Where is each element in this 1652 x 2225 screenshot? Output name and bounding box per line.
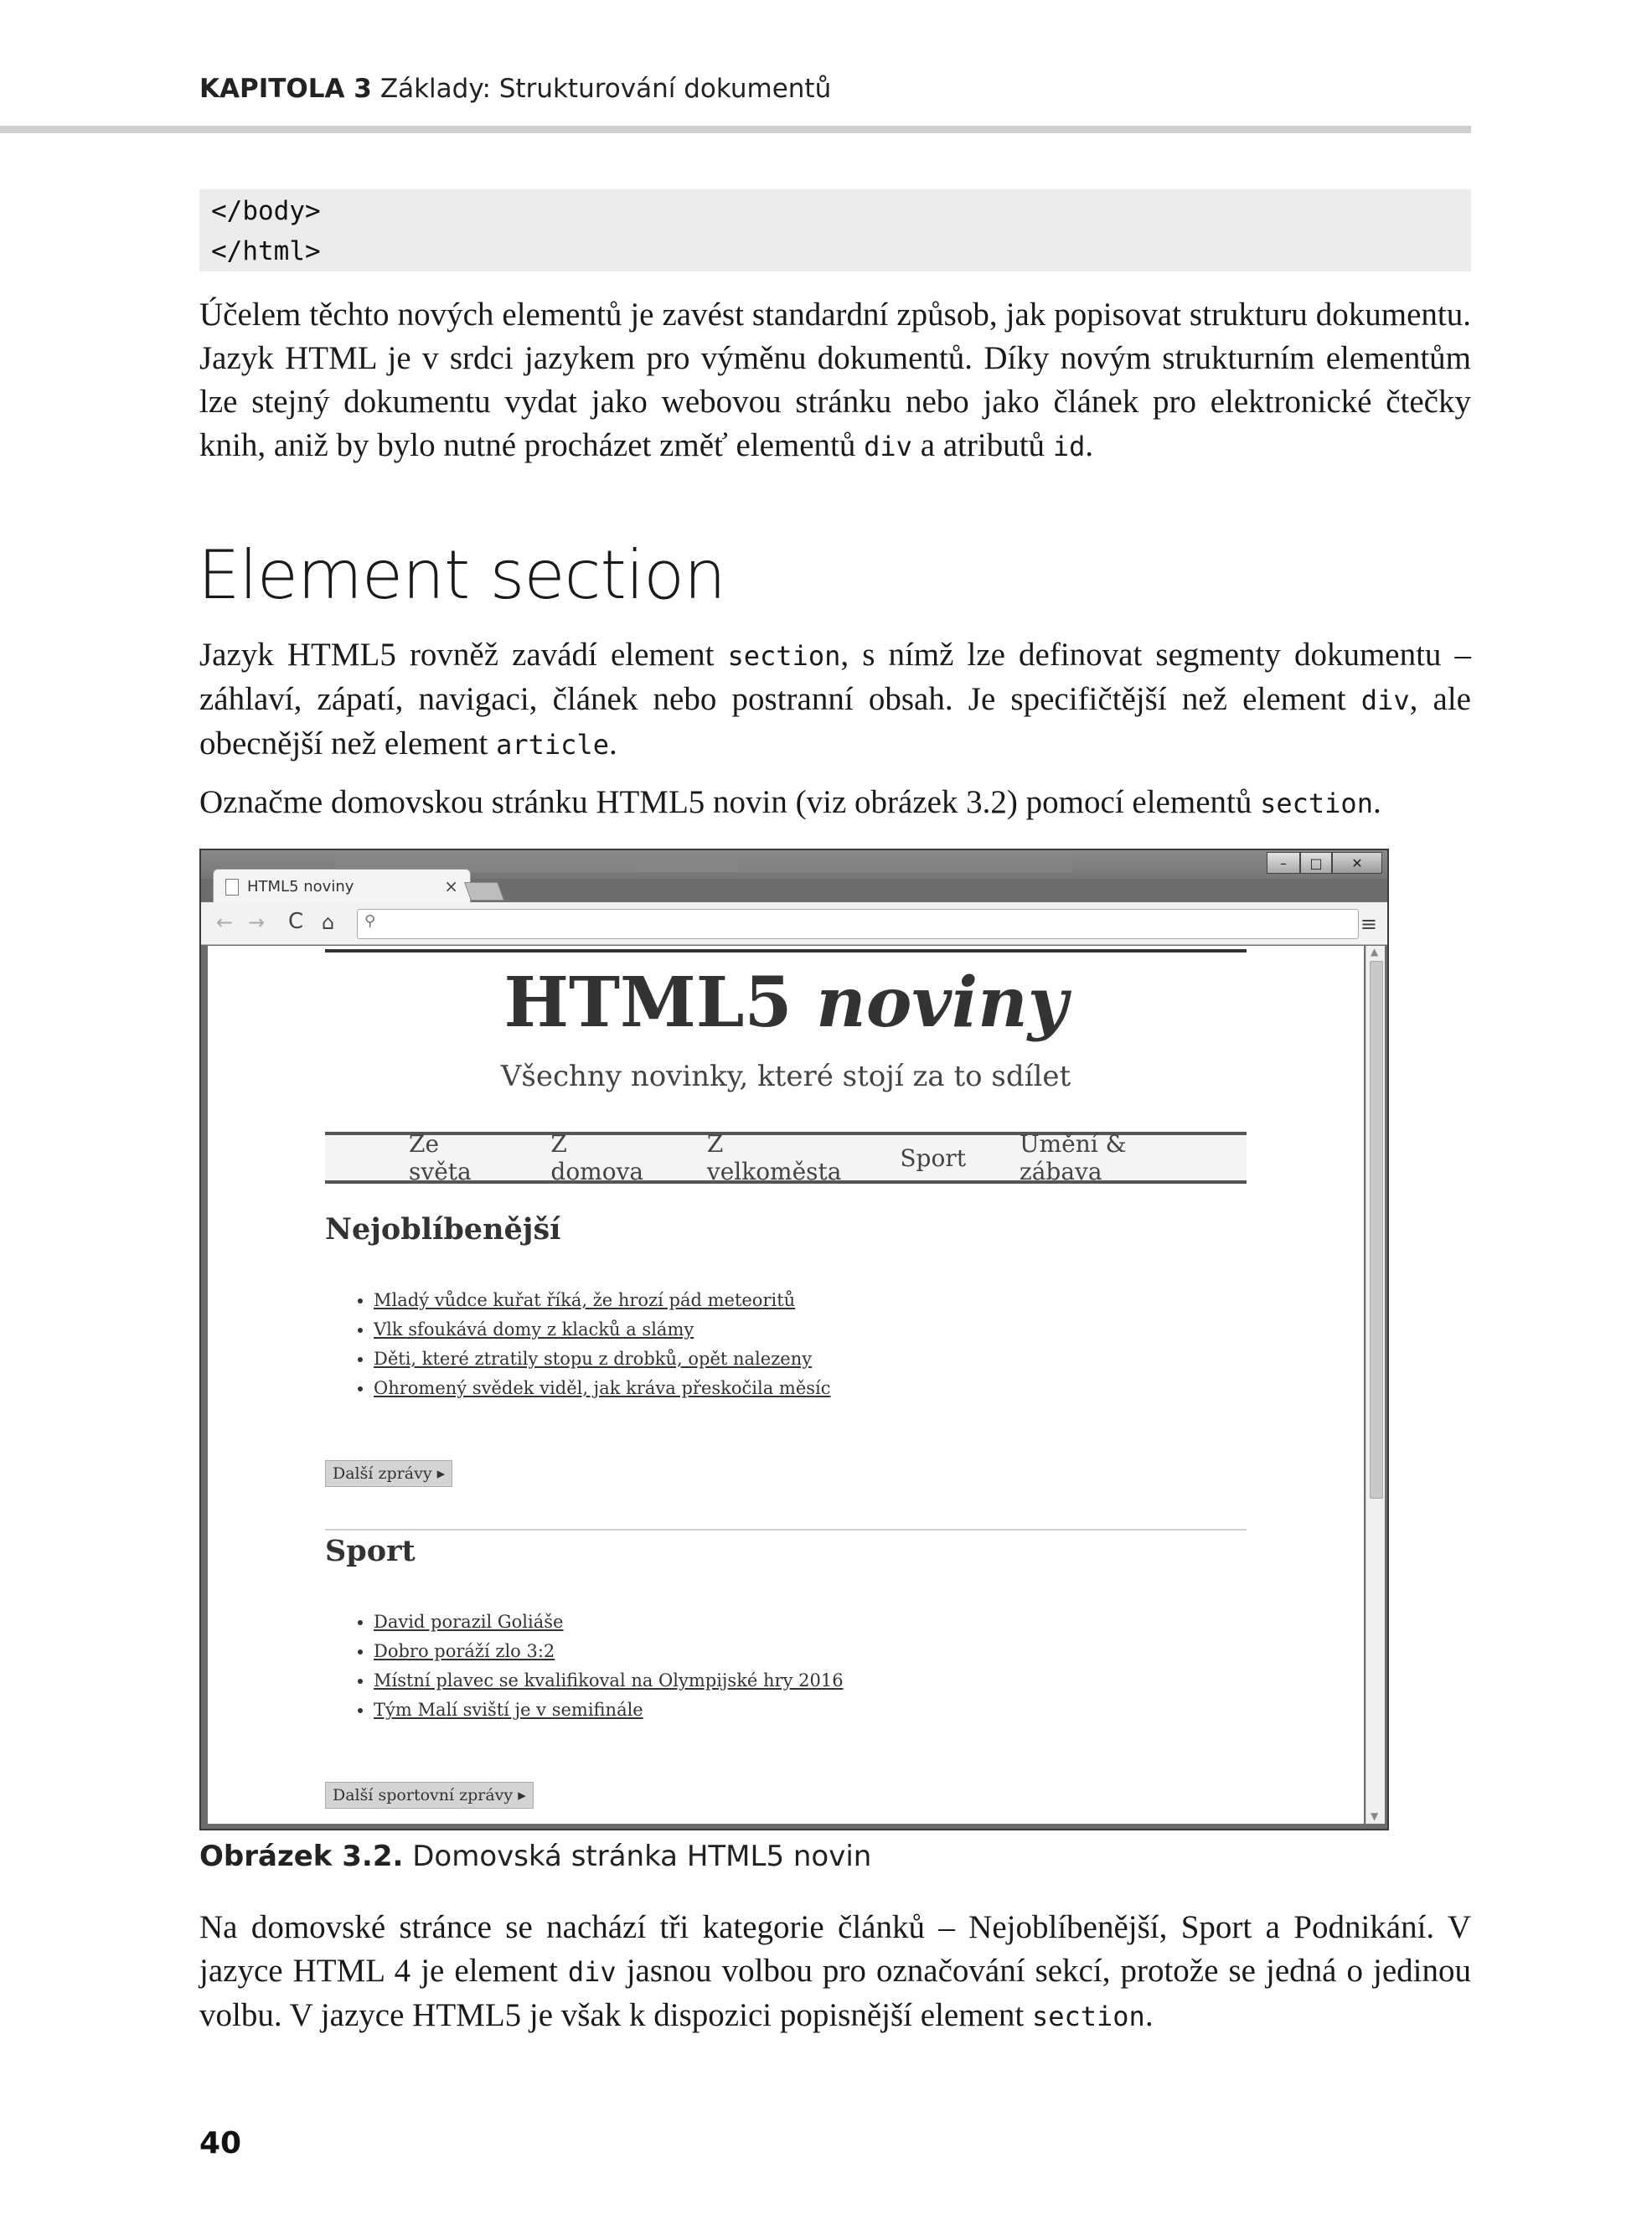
inline-code: section [1260, 787, 1373, 819]
list-item [374, 1286, 831, 1315]
article-link[interactable]: Vlk sfoukává domy z klacků a slámy [374, 1319, 694, 1340]
maximize-button[interactable]: □ [1300, 852, 1332, 874]
site-title-main: HTML5 [503, 963, 817, 1043]
nav-item-home[interactable]: Z domova [550, 1130, 644, 1185]
blurred-background-window [637, 857, 1072, 872]
list-item [374, 1637, 844, 1666]
paragraph-figure-ref [199, 781, 1471, 825]
site-nav [325, 1132, 1247, 1184]
article-link[interactable]: Místní plavec se kvalifikoval na Olympijské hry 2016 [374, 1670, 844, 1691]
sport-list [355, 1608, 844, 1725]
inline-code: div [567, 1956, 617, 1988]
inline-code: section [1031, 2000, 1145, 2032]
article-link[interactable]: Ohromený svědek viděl, jak kráva přeskočila měsíc [374, 1378, 831, 1398]
inline-code: div [1360, 684, 1410, 716]
chapter-title: Základy: Strukturování dokumentů [379, 74, 832, 104]
list-item [374, 1666, 844, 1696]
address-bar[interactable] [357, 909, 1359, 939]
text-run: Označme domovskou stránku HTML5 novin (viz obrázek 3.2) pomocí elementů [199, 784, 1261, 820]
site-tagline: Všechny novinky, které stojí za to sdílet [500, 1060, 1071, 1093]
section-divider [325, 1529, 1247, 1531]
nav-item-arts[interactable]: Umění & zábava [1019, 1130, 1127, 1185]
text-run: . [1144, 1997, 1154, 2033]
paragraph-section-intro [199, 633, 1471, 767]
window-controls [1267, 852, 1382, 874]
page-number: 40 [199, 2126, 242, 2160]
text-run: . [1372, 784, 1381, 820]
page-icon [225, 879, 239, 896]
scroll-up-icon[interactable]: ▲ [1371, 946, 1379, 958]
text-run: , ale obecnější než element [199, 681, 1471, 761]
browser-screenshot [199, 849, 1389, 1830]
site-title-italic: noviny [816, 963, 1068, 1043]
more-news-button[interactable]: Další zprávy ▸ [325, 1460, 452, 1487]
article-link[interactable]: Mladý vůdce kuřat říká, že hrozí pád meteoritů [374, 1290, 796, 1310]
new-tab-button[interactable] [464, 882, 504, 901]
text-run: Na domovské stránce se nachází tři kategorie článků – Nejoblíbenější, Sport a Podnikání. V jazyce HTML 4 je element [199, 1909, 1471, 1989]
tab-close-icon[interactable]: × [444, 876, 458, 896]
list-item [374, 1374, 831, 1403]
more-sport-news-button[interactable]: Další sportovní zprávy ▸ [325, 1782, 534, 1809]
figure-caption-text: Domovská stránka HTML5 novin [403, 1840, 872, 1873]
code-block [199, 189, 1471, 271]
section-heading-sport: Sport [325, 1534, 416, 1568]
nav-item-world[interactable]: Ze světa [409, 1130, 472, 1185]
code-line: </body> [211, 196, 321, 226]
inline-code: section [727, 640, 841, 672]
list-item [374, 1345, 831, 1374]
home-icon[interactable]: ⌂ [322, 911, 335, 934]
scrollbar[interactable] [1365, 946, 1385, 1824]
text-run: , s nímž lze definovat segmenty dokumentu – záhlaví, zápatí, navigaci, článek nebo postranní obsah. Je specifičtější než element [199, 637, 1471, 717]
site-title [325, 963, 1247, 1043]
running-head [199, 74, 831, 104]
close-window-button[interactable]: ✕ [1332, 852, 1382, 874]
inline-code: div [864, 431, 912, 462]
text-run: a atributů [911, 427, 1053, 463]
chapter-label: KAPITOLA 3 [199, 74, 372, 104]
list-item [374, 1608, 844, 1637]
figure-label: Obrázek 3.2. [199, 1840, 404, 1873]
article-link[interactable]: Děti, které ztratily stopu z drobků, opět nalezeny [374, 1349, 813, 1369]
text-run: Jazyk HTML5 rovněž zavádí element [199, 637, 728, 673]
figure-caption [199, 1840, 871, 1873]
header-rule [0, 126, 1471, 133]
inline-code: article [496, 729, 609, 761]
browser-toolbar [201, 902, 1387, 945]
list-item [374, 1696, 844, 1725]
code-line: </html> [211, 236, 321, 266]
popular-list [355, 1286, 831, 1403]
minimize-button[interactable]: – [1267, 852, 1300, 874]
section-heading-popular: Nejoblíbenější [325, 1212, 561, 1247]
text-run: . [1085, 427, 1094, 463]
article-link[interactable]: David porazil Goliáše [374, 1612, 564, 1632]
list-item [374, 1315, 831, 1345]
text-run: Účelem těchto nových elementů je zavést standardní způsob, jak popisovat strukturu dokumentu. Jazyk HTML je v srdci jazykem pro výměnu dokumentů. Díky novým strukturním elementům lze stejný dokumentu vydat jako webovou stránku nebo jako článek pro elektronické čtečky knih, aniž by bylo nutné procházet změť elementů [199, 297, 1471, 463]
scroll-thumb[interactable] [1370, 961, 1383, 1499]
menu-icon[interactable]: ≡ [1360, 912, 1377, 936]
tab-title: HTML5 noviny [247, 878, 354, 896]
browser-tab[interactable] [213, 869, 471, 905]
inline-code: id [1052, 431, 1086, 462]
site-top-rule [325, 949, 1247, 952]
nav-item-city[interactable]: Z velkoměsta [706, 1130, 842, 1185]
nav-item-sport[interactable]: Sport [900, 1143, 966, 1172]
paragraph-categories [199, 1906, 1471, 2038]
reload-icon[interactable]: C [288, 909, 304, 934]
page-viewport [208, 946, 1364, 1824]
text-run: jasnou volbou pro označování sekcí, protože se jedná o jedinou volbu. V jazyce HTML5 je však k dispozici popisnější element [199, 1953, 1471, 2033]
article-link[interactable]: Dobro poráží zlo 3:2 [374, 1641, 555, 1661]
article-link[interactable]: Tým Malí sviští je v semifinále [374, 1700, 643, 1720]
forward-arrow-icon[interactable]: → [248, 911, 266, 934]
scroll-down-icon[interactable]: ▼ [1371, 1810, 1379, 1822]
back-arrow-icon[interactable]: ← [216, 911, 234, 934]
search-icon: ⚲ [364, 912, 376, 930]
section-heading: Element section [198, 536, 725, 614]
paragraph-intro [199, 293, 1471, 468]
text-run: . [608, 725, 617, 761]
